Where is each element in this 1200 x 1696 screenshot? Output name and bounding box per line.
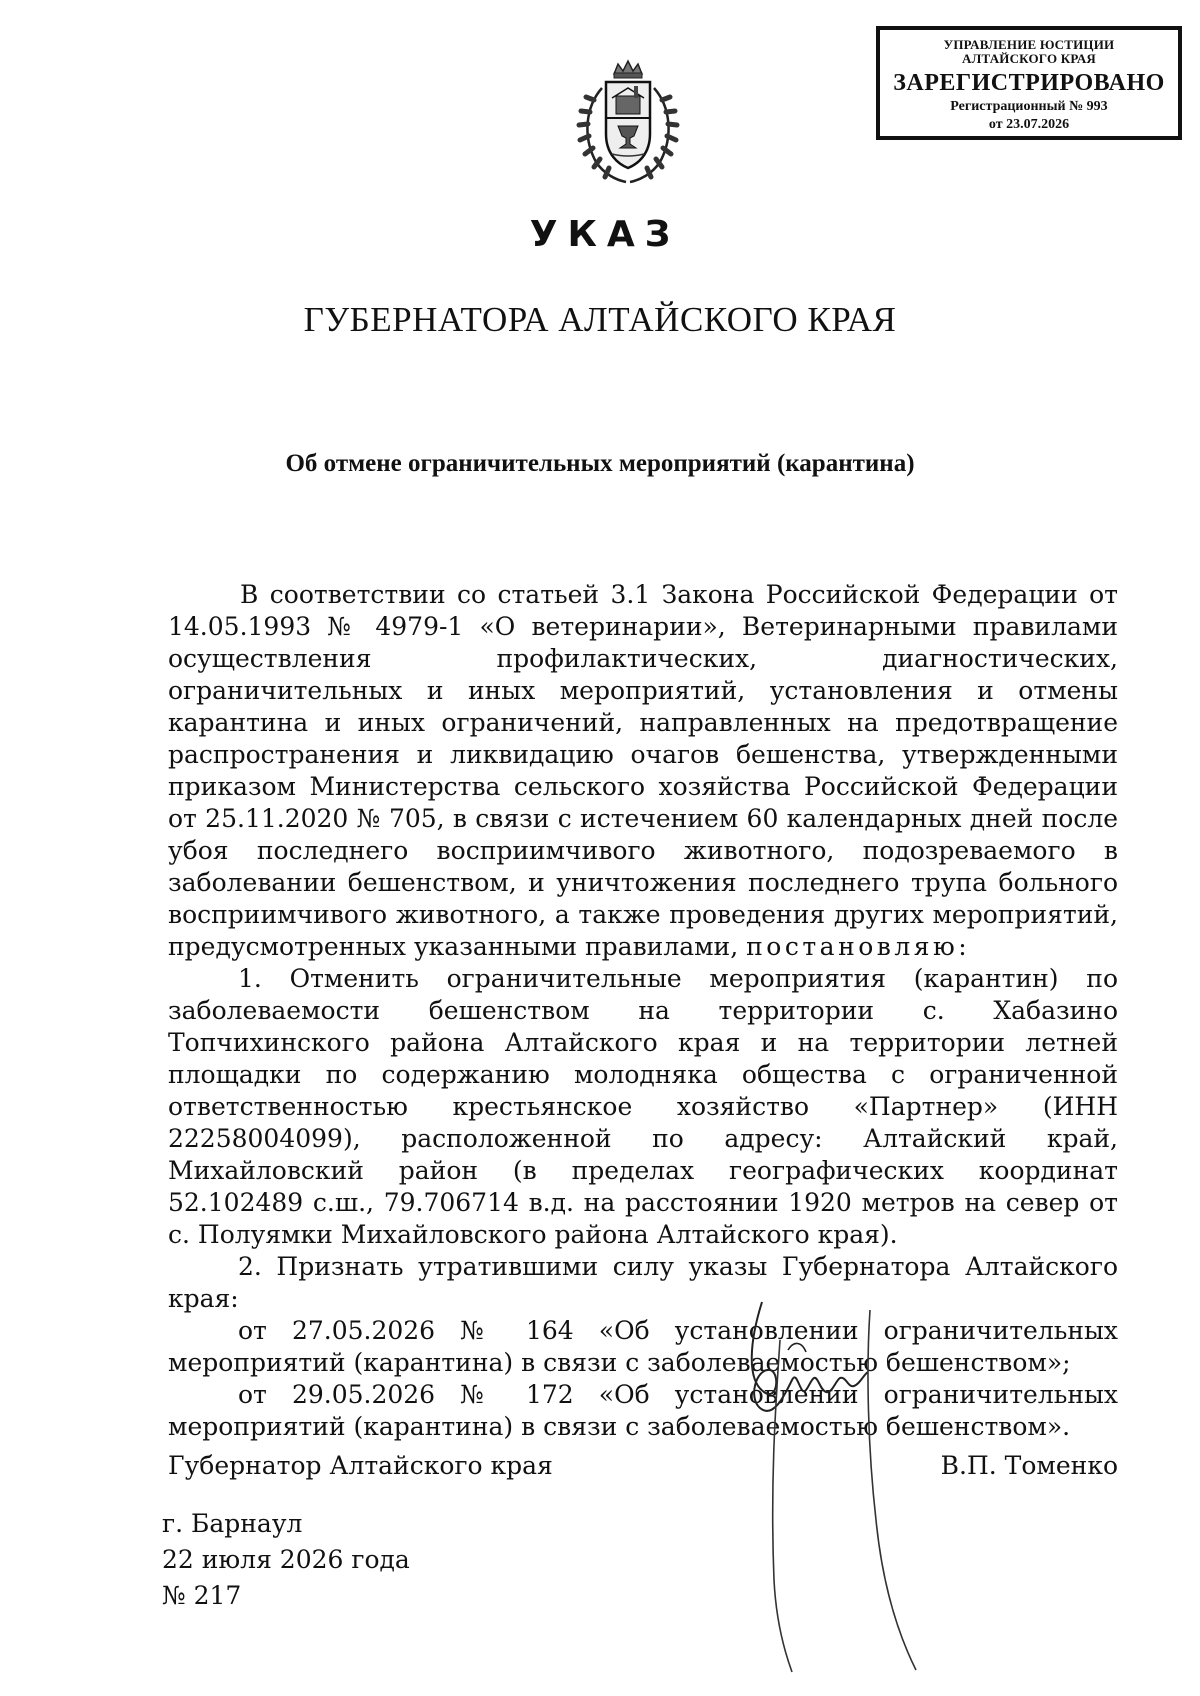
coat-of-arms-emblem (572, 58, 684, 188)
decree-heading: Об отмене ограничительных мероприятий (карантина) (285, 450, 915, 477)
decree-word: постановляю: (746, 932, 971, 961)
handwritten-signature (720, 1280, 930, 1680)
decree-number: № 217 (162, 1581, 242, 1610)
issuer-subtitle: ГУБЕРНАТОРА АЛТАЙСКОГО КРАЯ (303, 300, 897, 339)
stamp-date: от 23.07.2026 (988, 117, 1070, 132)
signatory-role: Губернатор Алтайского края (168, 1451, 553, 1480)
stamp-registration-number: Регистрационный № 993 (950, 99, 1108, 114)
document-type-title: УКАЗ (529, 214, 681, 255)
issue-date: 22 июля 2026 года (162, 1545, 410, 1574)
signatory-name: В.П. Томенко (940, 1451, 1118, 1480)
issue-city: г. Барнаул (162, 1509, 303, 1538)
decree-body (168, 579, 1118, 1443)
place-and-date (162, 1506, 410, 1614)
item-1: 1. Отменить ограничительные мероприятия (карантин) по заболеваемости бешенством на территории с. Хабазино Топчихинского района Алтайского края и на территории летней площадки по содержанию молодняка общества с ограниченной ответственностью крестьянское хозяйство «Партнер» (ИНН 22258004099), расположенной по адресу: Алтайский край, Михайловский район (в пределах географических координат 52.102489 с.ш., 79.706714 в.д. на расстоянии 1920 метров на север от с. Полуямки Михайловского района Алтайского края). (168, 964, 1118, 1249)
item-2-repealed-a: от 27.05.2026 № 164 «Об установлении ограничительных мероприятий (карантина) в связи с заболеваемостью бешенством»; (168, 1316, 1118, 1377)
item-2: 2. Признать утратившими силу указы Губернатора Алтайского края: (168, 1252, 1118, 1313)
stamp-status: ЗАРЕГИСТРИРОВАНО (893, 70, 1165, 96)
item-2-repealed-b: от 29.05.2026 № 172 «Об установлении ограничительных мероприятий (карантина) в связи с заболеваемостью бешенством». (168, 1380, 1118, 1441)
preamble-text: В соответствии со статьей 3.1 Закона Российской Федерации от 14.05.1993 № 4979-1 «О ветеринарии», Ветеринарными правилами осуществления профилактических, диагностических, ограничительных и иных мероприятий, установления и отмены карантина и иных ограничений, направленных на предотвращение распространения и ликвидацию очагов бешенства, утвержденными приказом Министерства сельского хозяйства Российской Федерации от 25.11.2020 № 705, в связи с истечением 60 календарных дней после убоя последнего восприимчивого животного, подозреваемого в заболевании бешенством, и уничтожения последнего трупа больного восприимчивого животного, а также проведения других мероприятий, предусмотренных указанными правилами, (168, 580, 1118, 961)
preamble-paragraph (168, 579, 1118, 963)
stamp-department-line2: АЛТАЙСКОГО КРАЯ (962, 51, 1096, 66)
stamp-department (880, 38, 1178, 66)
registration-stamp (876, 26, 1182, 140)
stamp-department-line1: УПРАВЛЕНИЕ ЮСТИЦИИ (943, 37, 1115, 52)
